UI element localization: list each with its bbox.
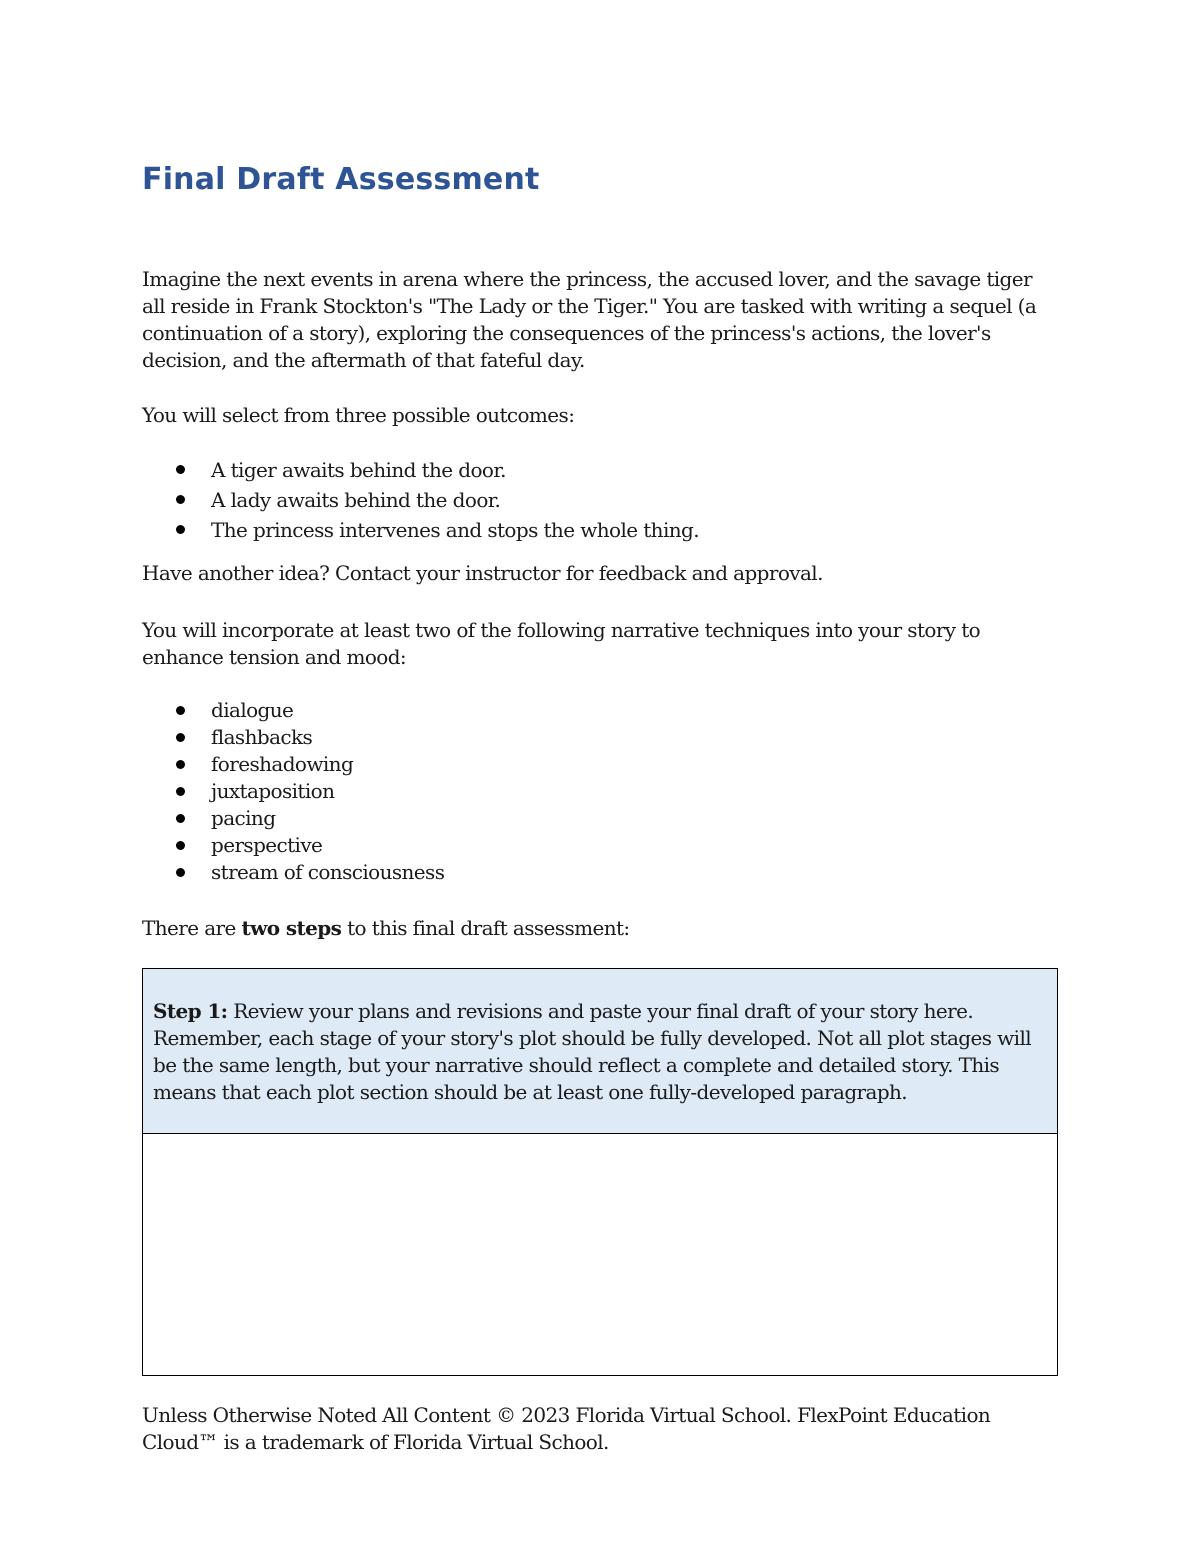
- step-1-instructions: [153, 998, 1049, 1106]
- bullet-dot-icon: [176, 868, 185, 877]
- bullet-dot-icon: [176, 760, 185, 769]
- technique-text: foreshadowing: [211, 752, 354, 776]
- bullet-dot-icon: [176, 706, 185, 715]
- list-item: [142, 455, 699, 485]
- list-item: [142, 697, 444, 724]
- list-item: [142, 778, 444, 805]
- copyright-footer: Unless Otherwise Noted All Content © 2023 Florida Virtual School. FlexPoint Education Cloud™ is a trademark of Florida Virtual School.: [142, 1403, 991, 1454]
- step-1-table: [142, 968, 1058, 1376]
- list-item: [142, 832, 444, 859]
- techniques-list: [142, 697, 444, 886]
- step-1-text: Review your plans and revisions and paste your final draft of your story here. Remember, each stage of your story's plot should be fully developed. Not all plot stages will be the same length, but your narrative should reflect a complete and detailed story. This means that each plot section should be at least one fully-developed paragraph.: [153, 999, 1032, 1104]
- technique-text: dialogue: [211, 698, 294, 722]
- list-item: [142, 859, 444, 886]
- list-item: [142, 805, 444, 832]
- bullet-dot-icon: [176, 841, 185, 850]
- bullet-dot-icon: [176, 465, 185, 474]
- steps-intro-after: to this final draft assessment:: [341, 916, 630, 940]
- outcomes-list: [142, 455, 699, 545]
- another-idea-text: Have another idea? Contact your instructor for feedback and approval.: [142, 561, 823, 585]
- bullet-dot-icon: [176, 787, 185, 796]
- outcome-text: A lady awaits behind the door.: [211, 488, 501, 512]
- steps-intro: [142, 915, 1060, 942]
- techniques-intro: You will incorporate at least two of the following narrative techniques into your story to enhance tension and mood:: [142, 618, 981, 669]
- outcome-text: A tiger awaits behind the door.: [211, 458, 506, 482]
- list-item: [142, 751, 444, 778]
- outcome-text: The princess intervenes and stops the whole thing.: [211, 518, 699, 542]
- technique-text: flashbacks: [211, 725, 313, 749]
- technique-text: pacing: [211, 806, 276, 830]
- list-item: [142, 515, 699, 545]
- bullet-dot-icon: [176, 525, 185, 534]
- step-1-label: Step 1:: [153, 999, 228, 1023]
- list-item: [142, 724, 444, 751]
- technique-text: stream of consciousness: [211, 860, 445, 884]
- technique-text: perspective: [211, 833, 323, 857]
- steps-intro-bold: two steps: [241, 916, 342, 940]
- bullet-dot-icon: [176, 733, 185, 742]
- page-title: Final Draft Assessment: [142, 162, 540, 197]
- technique-text: juxtaposition: [211, 779, 335, 803]
- step-1-response-cell[interactable]: [143, 1134, 1057, 1374]
- outcomes-intro: You will select from three possible outcomes:: [142, 403, 575, 427]
- steps-intro-before: There are: [142, 916, 242, 940]
- intro-paragraph: Imagine the next events in arena where the princess, the accused lover, and the savage tiger all reside in Frank Stockton's "The Lady or the Tiger." You are tasked with writing a sequel (a continuation of a story), exploring the consequences of the princess's actions, the lover's decision, and the aftermath of that fateful day.: [142, 267, 1037, 372]
- bullet-dot-icon: [176, 814, 185, 823]
- bullet-dot-icon: [176, 495, 185, 504]
- list-item: [142, 485, 699, 515]
- step-1-instructions-cell: [143, 969, 1057, 1134]
